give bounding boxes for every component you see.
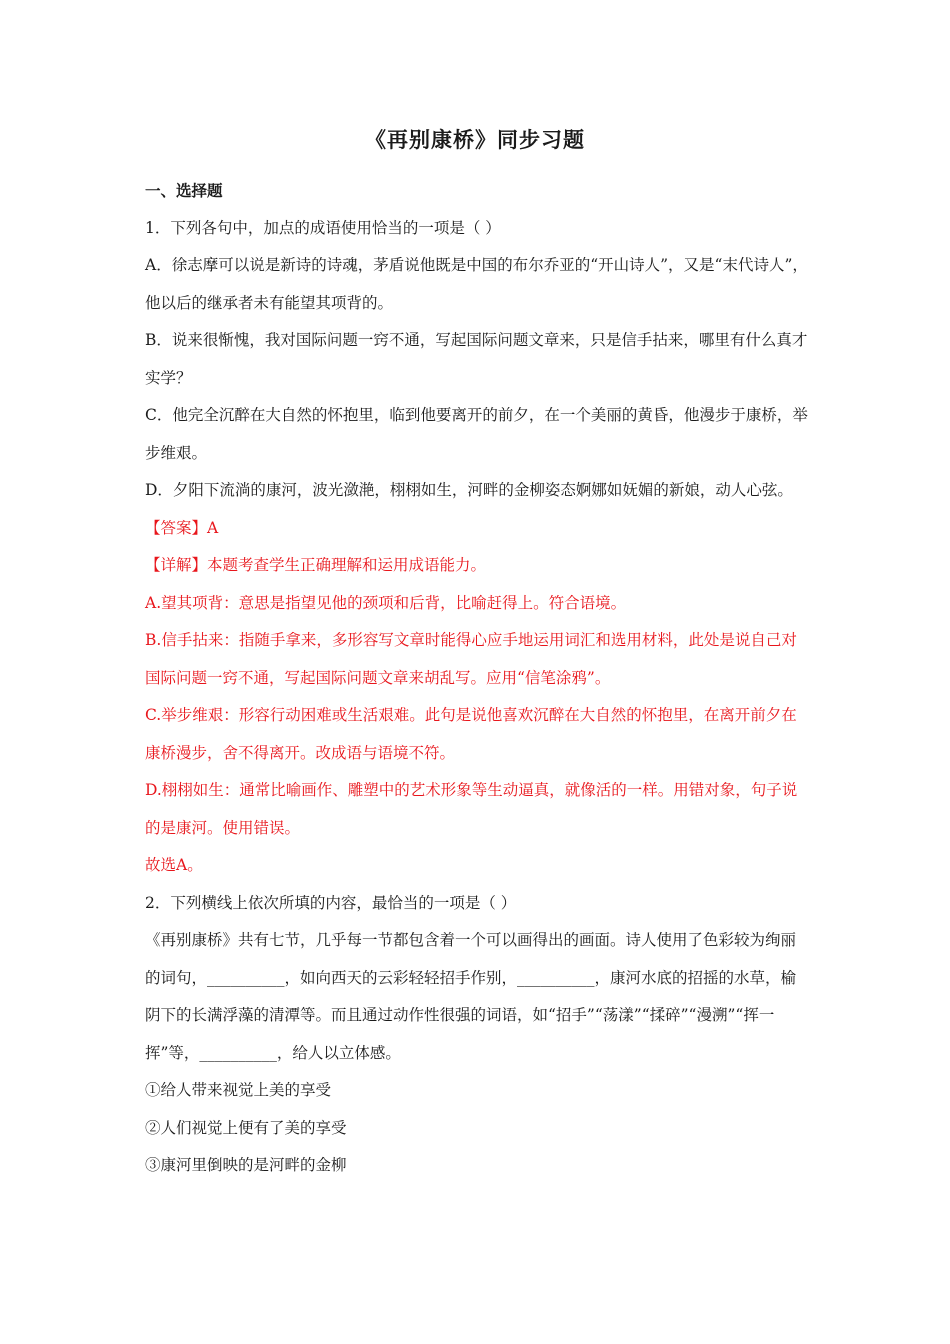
question-1-stem: 1．下列各句中，加点的成语使用恰当的一项是（ ） [145, 218, 501, 237]
explanation-a: A.望其项背：意思是指望见他的颈项和后背，比喻赶得上。符合语境。 [145, 593, 627, 612]
detail-tag: 【详解】 [145, 556, 208, 574]
explanation-b: B.信手拈来：指随手拿来，多形容写文章时能得心应手地运用词汇和选用材料，此处是说自己对国际问题一窍不通，写起国际问题文章来胡乱写。应用“信笔涂鸦”。 [145, 631, 797, 687]
question-1-option-c: C．他完全沉醉在大自然的怀抱里，临到他要离开的前夕，在一个美丽的黄昏，他漫步于康桥，举步维艰。 [145, 406, 808, 462]
question-2-choice-1: ①给人带来视觉上美的享受 [145, 1081, 332, 1099]
question-1-option-d: D．夕阳下流淌的康河，波光潋滟，栩栩如生，河畔的金柳姿态婀娜如妩媚的新娘，动人心弦。 [145, 481, 793, 499]
question-2-passage: 《再别康桥》共有七节，几乎每一节都包含着一个可以画得出的画面。诗人使用了色彩较为绚丽的词句，__________，如向西天的云彩轻轻招手作别，__________，康河水底的招摇的水草，榆阴下的长满浮藻的清潭等。而且通过动作性很强的词语，如“招手”“荡漾”“揉碎”“漫溯”“挥一挥”等，__________，给人以立体感。 [145, 931, 797, 1062]
question-1-option-b: B．说来很惭愧，我对国际问题一窍不通，写起国际问题文章来，只是信手拈来，哪里有什么真才实学？ [145, 331, 808, 387]
answer-value: A [207, 518, 219, 537]
explanation-d: D.栩栩如生：通常比喻画作、雕塑中的艺术形象等生动逼真，就像活的一样。用错对象，句子说的是康河。使用错误。 [145, 781, 798, 837]
explanation-c: C.举步维艰：形容行动困难或生活艰难。此句是说他喜欢沉醉在大自然的怀抱里，在离开前夕在康桥漫步，舍不得离开。改成语与语境不符。 [145, 706, 797, 762]
question-1-option-a: A．徐志摩可以说是新诗的诗魂，茅盾说他既是中国的布尔乔亚的“开山诗人”，又是“末代诗人”，他以后的继承者未有能望其项背的。 [145, 256, 808, 312]
question-2-choice-2: ②人们视觉上便有了美的享受 [145, 1118, 347, 1137]
question-1-conclusion: 故选A。 [145, 856, 203, 874]
question-2-choice-3: ③康河里倒映的是河畔的金柳 [145, 1156, 347, 1174]
answer-tag: 【答案】 [145, 518, 208, 537]
document-body [145, 172, 810, 1185]
section-heading: 一、选择题 [145, 181, 223, 200]
question-1-answer [145, 510, 810, 548]
question-2-stem: 2．下列横线上依次所填的内容，最恰当的一项是（ ） [145, 893, 517, 912]
question-1-detail [145, 547, 810, 585]
detail-intro: 本题考查学生正确理解和运用成语能力。 [207, 556, 487, 574]
document-title: 《再别康桥》同步习题 [365, 127, 585, 152]
